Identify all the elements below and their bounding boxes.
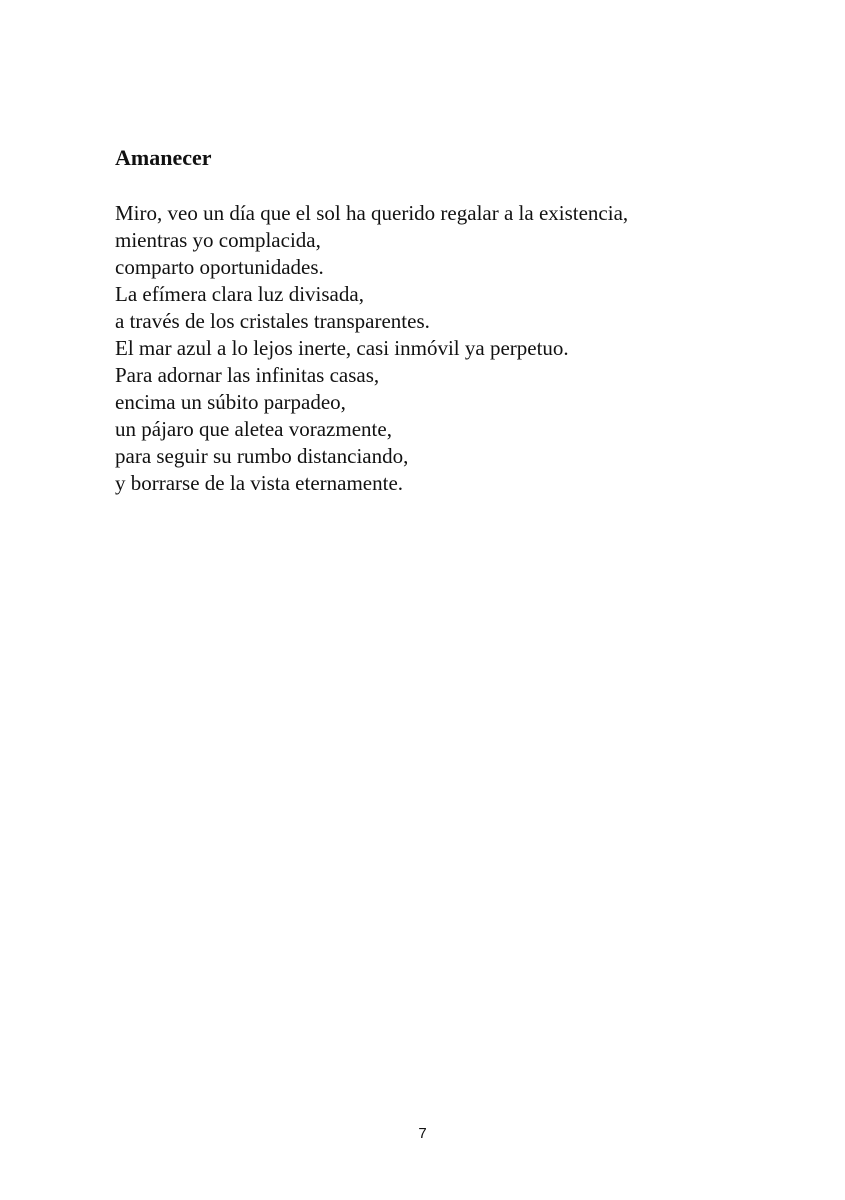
poem-line: La efímera clara luz divisada, (115, 282, 364, 306)
poem-line: a través de los cristales transparentes. (115, 309, 430, 333)
poem-line: comparto oportunidades. (115, 255, 324, 279)
poem-line: Para adornar las infinitas casas, (115, 363, 380, 387)
poem-line: y borrarse de la vista eternamente. (115, 471, 404, 495)
poem-line: mientras yo complacida, (115, 228, 321, 252)
poem-line: para seguir su rumbo distanciando, (115, 444, 409, 468)
poem-line: un pájaro que aletea vorazmente, (115, 417, 392, 441)
poem-line: encima un súbito parpadeo, (115, 390, 346, 414)
poem-line: Miro, veo un día que el sol ha querido regalar a la existencia, (115, 201, 629, 225)
page-number: 7 (418, 1125, 427, 1142)
poem-title: Amanecer (115, 145, 212, 170)
poem-line: El mar azul a lo lejos inerte, casi inmóvil ya perpetuo. (115, 336, 569, 360)
poem-body (115, 200, 628, 497)
